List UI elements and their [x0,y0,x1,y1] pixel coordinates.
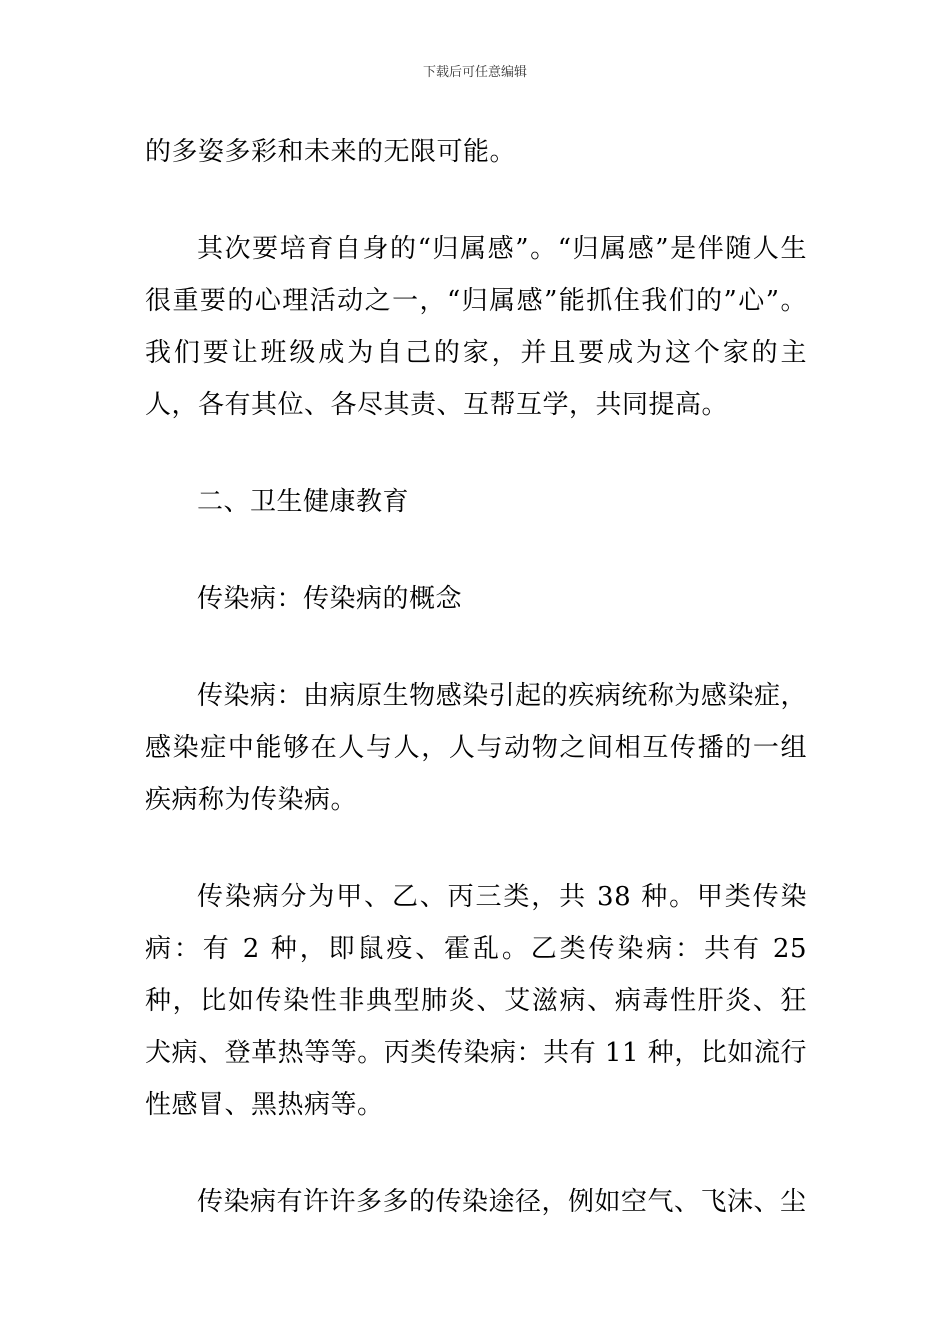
section-heading-health-education: 二、卫生健康教育 [197,487,410,517]
document-body [145,126,807,1273]
paragraph-continuation: 的多姿多彩和未来的无限可能。 [145,137,517,167]
paragraph-transmission-routes: 传染病有许许多多的传染途径，例如空气、飞沫、尘 [197,1187,807,1217]
paragraph-infectious-disease-definition: 传染病：由病原生物感染引起的疾病统称为感染症，感染症中能够在人与人，人与动物之间相互传播的一组疾病称为传染病。 [145,681,807,815]
subheading-infectious-disease-concept: 传染病：传染病的概念 [197,584,463,614]
paragraph-belonging: 其次要培育自身的“归属感”。“归属感”是伴随人生很重要的心理活动之一，“归属感”能抓住我们的”心”。我们要让班级成为自己的家，并且要成为这个家的主人，各有其位、各尽其责、互帮互学，共同提高。 [145,234,807,420]
page-header-note: 下载后可任意编辑 [422,65,527,80]
paragraph-infectious-disease-classes: 传染病分为甲、乙、丙三类，共 38 种。甲类传染病：有 2 种，即鼠疫、霍乱。乙类传染病：共有 25 种，比如传染性非典型肺炎、艾滋病、病毒性肝炎、狂犬病、登革热等等。丙类传染病：共有 11 种，比如流行性感冒、黑热病等。 [145,882,807,1120]
